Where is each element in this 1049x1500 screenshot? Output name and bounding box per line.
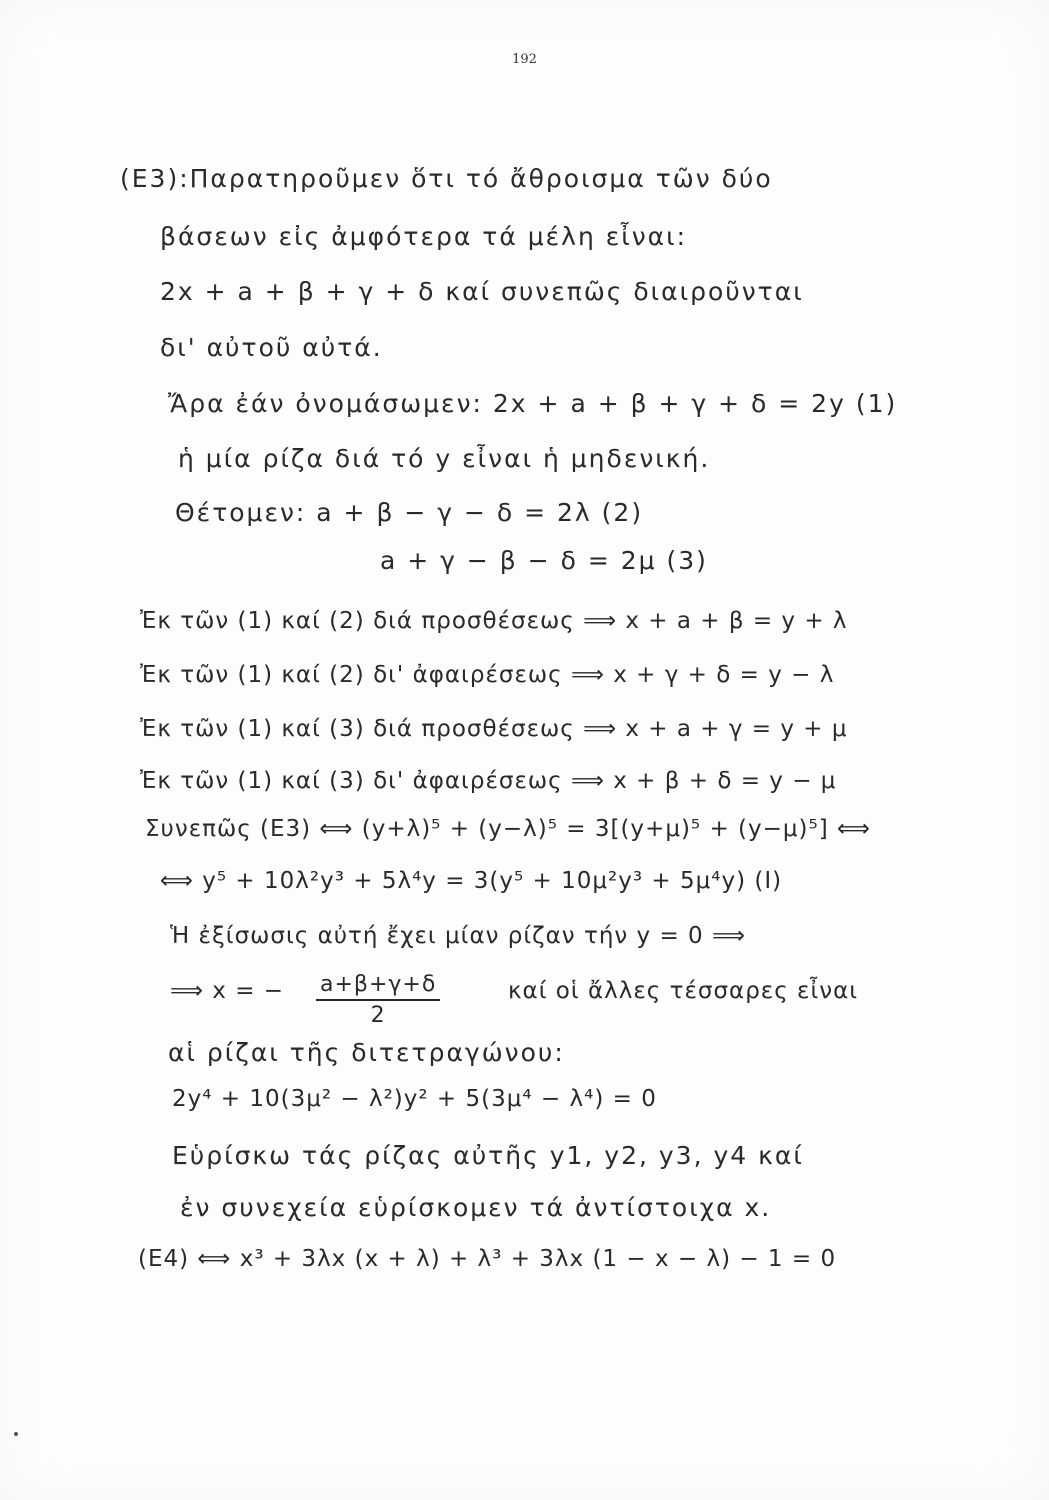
derivation-line-3: Ἐκ τῶν (1) καί (3) διά προσθέσεως ⟹ x + a + γ = y + μ bbox=[140, 716, 848, 742]
fraction-numerator: a+β+γ+δ bbox=[316, 972, 440, 1001]
text-line-other-roots: καί οἱ ἄλλες τέσσαρες εἶναι bbox=[508, 978, 859, 1004]
equation-line-1: Ἄρα ἐάν ὀνομάσωμεν: 2x + a + β + γ + δ = 2y (1) bbox=[168, 389, 898, 418]
page-number: 192 bbox=[512, 52, 537, 67]
equation-line-3: a + γ − β − δ = 2μ (3) bbox=[380, 546, 708, 575]
derivation-line-2: Ἐκ τῶν (1) καί (2) δι' ἀφαιρέσεως ⟹ x + γ + δ = y − λ bbox=[140, 662, 835, 688]
text-line-equation-root: Ἡ ἐξίσωσις αὐτή ἔχει μίαν ρίζαν τήν y = 0 ⟹ bbox=[170, 923, 746, 949]
text-line-zero-root: ἡ μία ρίζα διά τό y εἶναι ἡ μηδενική. bbox=[178, 444, 711, 473]
solution-x-prefix: ⟹ x = − bbox=[170, 978, 285, 1004]
stray-dot bbox=[14, 1432, 18, 1436]
text-line-corresponding-x: ἐν συνεχεία εὑρίσκομεν τά ἀντίστοιχα x. bbox=[180, 1193, 772, 1222]
equation-biquadratic: 2y⁴ + 10(3μ² − λ²)y² + 5(3μ⁴ − λ⁴) = 0 bbox=[172, 1086, 657, 1112]
solution-x-fraction bbox=[316, 972, 440, 1028]
derivation-line-4: Ἐκ τῶν (1) καί (3) δι' ἀφαιρέσεως ⟹ x + β + δ = y − μ bbox=[140, 768, 837, 794]
text-line-biquadratic: αἱ ρίζαι τῆς διτετραγώνου: bbox=[168, 1038, 565, 1067]
text-line-find-roots: Εὑρίσκω τάς ρίζας αὐτῆς y1, y2, y3, y4 καί bbox=[172, 1141, 804, 1170]
derivation-line-1: Ἐκ τῶν (1) καί (2) διά προσθέσεως ⟹ x + a + β = y + λ bbox=[140, 608, 848, 634]
text-line-divide: δι' αὐτοῦ αὐτά. bbox=[160, 333, 383, 362]
fraction-denominator: 2 bbox=[370, 1003, 386, 1028]
equivalence-line-2: ⟺ y⁵ + 10λ²y³ + 5λ⁴y = 3(y⁵ + 10μ²y³ + 5μ⁴y) (I) bbox=[160, 868, 783, 894]
equivalence-line-1: Συνεπῶς (E3) ⟺ (y+λ)⁵ + (y−λ)⁵ = 3[(y+μ)⁵ + (y−μ)⁵] ⟺ bbox=[145, 816, 871, 842]
text-line-e3-intro: (E3):Παρατηροῦμεν ὅτι τό ἄθροισμα τῶν δύο bbox=[120, 164, 773, 193]
text-line-bases: βάσεων εἰς ἀμφότερα τά μέλη εἶναι: bbox=[160, 222, 688, 251]
equation-e4: (E4) ⟺ x³ + 3λx (x + λ) + λ³ + 3λx (1 − x − λ) − 1 = 0 bbox=[138, 1246, 837, 1272]
text-line-sum: 2x + a + β + γ + δ καί συνεπῶς διαιροῦνται bbox=[160, 277, 804, 306]
equation-line-2: Θέτομεν: a + β − γ − δ = 2λ (2) bbox=[175, 498, 644, 527]
